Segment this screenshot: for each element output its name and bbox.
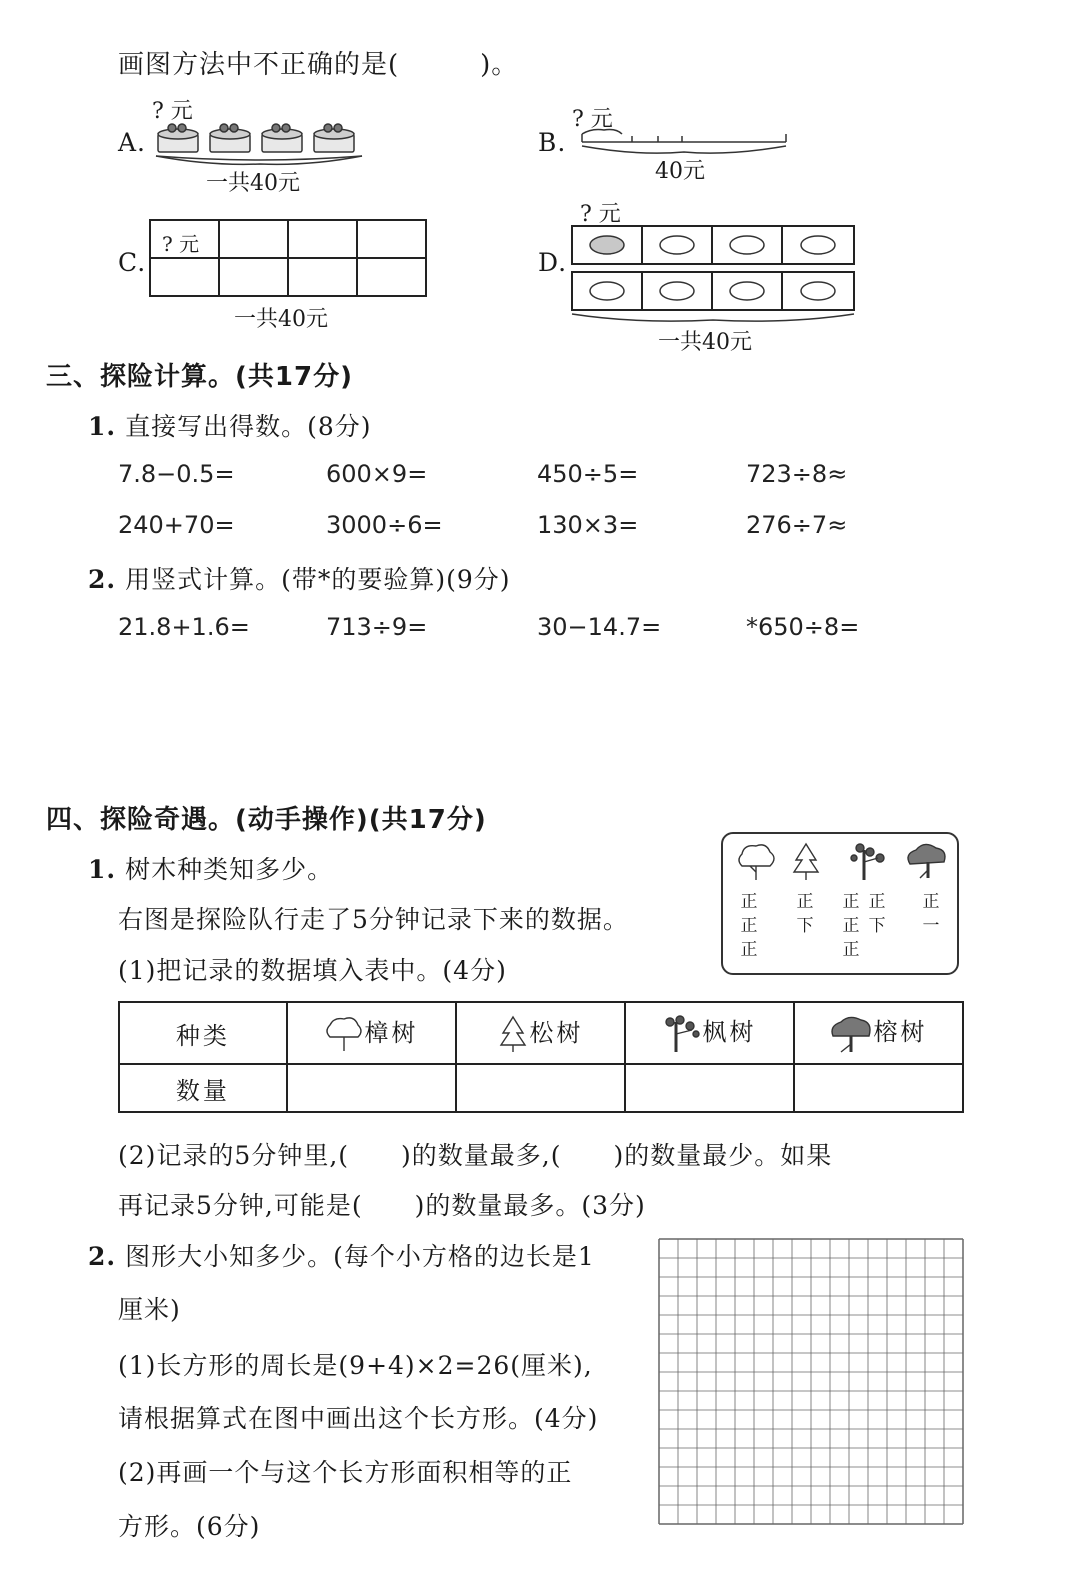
calc-item: 21.8+1.6= [118,613,250,641]
q1-part2-line1: (2)记录的5分钟里,( )的数量最多,( )的数量最少。如果 [118,1141,833,1170]
cake-icon [210,124,250,152]
answer-cell[interactable] [456,1064,625,1112]
section4-title: 四、探险奇遇。(动手操作)(共17分) [46,805,487,835]
camphor-tree-icon [739,845,774,880]
tally-maple-b: 正 下 [868,892,886,936]
section4-q2 [88,1237,595,1273]
cake-icon [262,124,302,152]
table-header-cell: 枫树 [625,1002,794,1064]
question-tail: 画图方法中不正确的是( )。 [118,50,519,80]
pine-tree-icon [794,844,818,880]
table-header-cell: 樟树 [287,1002,456,1064]
option-b-line-diagram [578,124,793,158]
square-grid[interactable] [658,1238,966,1530]
option-a-cakes-diagram [150,118,370,168]
answer-cell[interactable] [794,1064,963,1112]
option-a-letter: A. [118,128,147,157]
option-b-total: 40元 [655,159,705,184]
calc-item: 276÷7≈ [746,511,848,539]
question-number: 1. [88,412,117,441]
section4-q1 [88,850,333,886]
camphor-tree-icon [324,1015,364,1053]
question-text: 树木种类知多少。 [125,855,334,884]
table-row-label: 数量 [119,1064,287,1112]
option-b-letter: B. [538,128,567,157]
answer-cell[interactable] [625,1064,794,1112]
table-header-cell: 榕树 [794,1002,963,1064]
calc-item: 3000÷6= [326,511,443,539]
q2-part1-b: 请根据算式在图中画出这个长方形。(4分) [118,1404,599,1433]
question-text: 图形大小知多少。(每个小方格的边长是1 [125,1242,595,1271]
calc-item: 723÷8≈ [746,460,848,488]
question-number: 2. [88,1242,117,1271]
section3-q1 [88,407,371,443]
calc-item: 713÷9= [326,613,428,641]
calc-item: 600×9= [326,460,428,488]
pine-tree-icon [497,1015,529,1053]
q1-part1: (1)把记录的数据填入表中。(4分) [118,956,507,985]
cake-icon [314,124,354,152]
maple-tree-icon [662,1014,702,1054]
q1-part2-line2: 再记录5分钟,可能是( )的数量最多。(3分) [118,1191,646,1220]
banyan-tree-icon [829,1014,873,1054]
section3-q2 [88,560,510,596]
option-d-bar-diagram [568,222,858,326]
tally-camphor: 正 正 正 [740,892,758,960]
calc-item: 130×3= [537,511,639,539]
tally-maple-a: 正 正 正 [842,892,860,960]
question-number: 1. [88,855,117,884]
table-header-cell: 松树 [456,1002,625,1064]
question-text: 用竖式计算。(带*的要验算)(9分) [125,565,511,594]
option-a-total: 一共40元 [206,171,300,196]
option-d-total: 一共40元 [658,330,752,355]
q1-line2: 右图是探险队行走了5分钟记录下来的数据。 [118,905,629,934]
table-header-cell: 种类 [119,1002,287,1064]
question-text: 直接写出得数。(8分) [125,412,372,441]
option-b-unit-label: ? 元 [572,107,613,132]
option-c-total: 一共40元 [234,307,328,332]
q2-line2: 厘米) [118,1295,181,1324]
calc-item: 30−14.7= [537,613,662,641]
q2-part2-a: (2)再画一个与这个长方形面积相等的正 [118,1458,573,1487]
section3-title: 三、探险计算。(共17分) [46,362,353,392]
q2-part2-b: 方形。(6分) [118,1512,261,1541]
calc-item: 240+70= [118,511,235,539]
maple-tree-icon [851,844,884,880]
calc-item: 7.8−0.5= [118,460,235,488]
option-c-unit-label: ? 元 [162,232,200,256]
cake-icon [158,124,198,152]
answer-cell[interactable] [287,1064,456,1112]
calc-item: 450÷5= [537,460,639,488]
tree-count-table [118,1001,964,1113]
tally-pine: 正 下 [796,892,814,936]
question-number: 2. [88,565,117,594]
option-c-letter: C. [118,248,147,277]
calc-item: *650÷8= [746,613,860,641]
option-d-unit-label: ? 元 [580,202,621,227]
banyan-tree-icon [908,844,945,878]
tree-icons-row [732,838,952,886]
option-d-letter: D. [538,248,568,277]
q2-part1-a: (1)长方形的周长是(9+4)×2=26(厘米), [118,1351,593,1380]
option-a-unit-label: ? 元 [152,99,193,124]
tally-banyan: 正 一 [922,892,940,936]
